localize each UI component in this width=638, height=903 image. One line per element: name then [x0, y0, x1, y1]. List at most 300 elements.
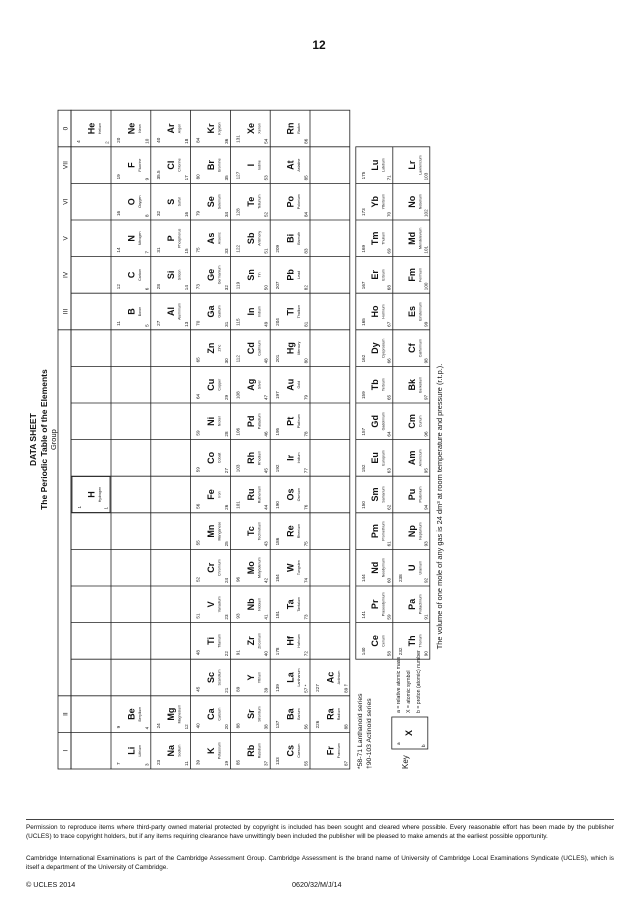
atomic-number: 69 — [386, 248, 392, 254]
element-cell — [196, 559, 229, 583]
atomic-symbol: In — [245, 307, 256, 316]
atomic-symbol: Cs — [285, 744, 296, 757]
element-cell — [361, 232, 392, 254]
atomic-symbol: Kr — [206, 123, 216, 134]
atomic-symbol: Mg — [166, 707, 177, 721]
element-name: Niobium — [257, 597, 262, 611]
atomic-mass: 19 — [116, 174, 121, 180]
atomic-number: 40 — [263, 651, 269, 657]
element-name: Actinium — [336, 670, 341, 685]
atomic-number: 38 — [263, 724, 269, 730]
atomic-mass: 40 — [155, 137, 161, 143]
element-cell — [407, 268, 429, 290]
element-name: Gallium — [217, 305, 222, 318]
element-cell — [361, 378, 392, 400]
element-name: Hafnium — [297, 634, 302, 648]
element-cell — [196, 122, 229, 143]
key-x: X — [403, 729, 414, 737]
element-name: Americium — [418, 449, 423, 467]
element-name: Zirconium — [257, 633, 262, 649]
atomic-mass: 192 — [275, 464, 281, 473]
atomic-mass: 181 — [275, 610, 281, 619]
atomic-number: 54 — [263, 138, 269, 144]
group-label: VI — [62, 198, 70, 205]
element-cell — [156, 744, 189, 766]
element-name: Iron — [217, 491, 222, 498]
atomic-symbol: Nd — [369, 561, 380, 574]
element-name: Aluminium — [177, 303, 182, 320]
atomic-mass: 157 — [360, 427, 366, 436]
element-name: Astatine — [297, 158, 302, 172]
atomic-number: 98 — [423, 358, 429, 364]
atomic-mass: 197 — [275, 391, 281, 399]
element-cell — [116, 269, 149, 290]
element-name: Rubidium — [257, 743, 262, 759]
element-cell — [361, 158, 392, 180]
atomic-number: 74 — [303, 577, 309, 583]
atomic-mass: 128 — [235, 208, 241, 216]
element-cell — [76, 123, 110, 144]
atomic-symbol: Es — [406, 305, 417, 318]
atomic-mass: 226 — [315, 720, 320, 729]
atomic-mass: 11 — [116, 321, 121, 326]
atomic-number: 50 — [263, 285, 269, 291]
key-label: Key — [400, 755, 410, 769]
element-cell — [116, 159, 149, 181]
element-cell — [286, 123, 309, 144]
atomic-mass: 119 — [235, 281, 241, 290]
atomic-mass: 204 — [275, 318, 281, 326]
element-cell — [407, 302, 429, 327]
atomic-number: 41 — [263, 614, 269, 620]
atomic-symbol: Pb — [285, 269, 296, 281]
atomic-number: 61 — [386, 541, 392, 547]
atomic-symbol: Ar — [166, 123, 177, 134]
element-name: Krypton — [217, 122, 222, 135]
element-cell — [407, 339, 429, 363]
atomic-number: 62 — [386, 504, 392, 510]
element-name: Mercury — [297, 341, 302, 355]
atomic-number: 64 — [386, 431, 392, 437]
atomic-symbol: Si — [166, 270, 177, 280]
element-cell — [361, 450, 392, 473]
element-cell — [315, 707, 348, 729]
atomic-number: 70 — [386, 211, 392, 217]
element-cell — [116, 196, 149, 217]
atomic-mass: 112 — [235, 355, 241, 363]
element-cell — [235, 557, 268, 583]
atomic-mass: 51 — [195, 613, 201, 619]
atomic-number: 100 — [423, 282, 429, 291]
element-name: Cadmium — [257, 340, 262, 356]
atomic-mass: 96 — [235, 576, 241, 582]
element-cell — [196, 266, 229, 291]
atomic-symbol: Lu — [369, 159, 380, 171]
atomic-mass: 190 — [275, 501, 281, 509]
atomic-number: 37 — [263, 760, 269, 766]
atomic-symbol: Au — [285, 378, 296, 391]
atomic-number: 94 — [423, 504, 429, 510]
atomic-number: 101 — [423, 245, 429, 254]
atomic-mass: 45 — [195, 686, 201, 692]
element-cell — [196, 489, 229, 510]
atomic-symbol: Be — [126, 708, 137, 720]
atomic-number: 42 — [263, 577, 269, 583]
atomic-mass: 141 — [360, 610, 366, 619]
element-name: Germanium — [217, 265, 222, 285]
element-cell — [196, 305, 229, 327]
atomic-number: 24 — [223, 577, 229, 583]
atomic-symbol: Mo — [245, 561, 256, 575]
element-name: Uranium — [418, 560, 423, 575]
atomic-symbol: Fm — [406, 268, 417, 282]
atomic-symbol: Na — [166, 744, 177, 757]
atomic-symbol: At — [285, 160, 296, 170]
element-cell — [361, 592, 392, 619]
element-name: Neptunium — [418, 522, 423, 540]
sheet-subtitle: The Periodic Table of the Elements — [39, 369, 49, 510]
atomic-symbol: Cu — [206, 378, 216, 391]
atomic-mass: 93 — [235, 613, 241, 619]
element-name: Molybdenum — [257, 557, 262, 578]
atomic-number: 5 — [144, 324, 150, 327]
element-cell — [407, 594, 429, 619]
atomic-number: 22 — [223, 651, 229, 657]
atomic-number: 8 — [144, 214, 150, 217]
element-cell — [398, 561, 429, 583]
atomic-symbol: Cf — [406, 343, 417, 353]
element-cell — [235, 231, 268, 254]
element-name: Chlorine — [177, 158, 182, 172]
element-name: Mendelevium — [418, 227, 423, 249]
group-heading: Group — [49, 429, 58, 451]
element-name: Polonium — [297, 194, 302, 210]
element-cell — [370, 521, 392, 546]
gas-note: The volume of one mole of any gas is 24 dm³ at room temperature and pressure (r.t.p.). — [434, 363, 444, 650]
element-cell — [196, 416, 229, 436]
atomic-number: 72 — [303, 651, 309, 657]
element-cell — [156, 229, 189, 254]
element-name: Strontium — [257, 706, 262, 722]
atomic-number: 16 — [184, 211, 190, 217]
element-name: Argon — [177, 123, 182, 134]
atomic-mass: 167 — [360, 281, 366, 290]
element-name: Zinc — [217, 344, 222, 352]
actinoid-note: †90-103 Actinoid series — [365, 698, 373, 769]
element-name: Tungsten — [297, 560, 302, 576]
atomic-mass: 115 — [235, 318, 241, 326]
atomic-mass: 35.5 — [155, 170, 161, 180]
atomic-symbol: As — [206, 232, 216, 245]
element-cell — [361, 558, 392, 583]
element-name: Bismuth — [297, 231, 302, 245]
element-cell — [361, 269, 392, 290]
element-name: Iridium — [297, 452, 302, 464]
element-cell — [407, 449, 429, 473]
atomic-symbol: V — [206, 601, 216, 608]
element-cell — [275, 453, 308, 474]
element-name: Thulium — [381, 231, 386, 245]
element-name: Phosphorus — [177, 228, 182, 248]
element-cell — [286, 194, 309, 217]
element-cell — [116, 707, 149, 730]
atomic-mass: 79 — [195, 210, 201, 216]
atomic-number: 86 — [303, 138, 309, 144]
atomic-mass: 24 — [155, 723, 161, 729]
element-name: Gold — [297, 380, 302, 389]
element-cell — [196, 670, 229, 693]
footer-rule — [26, 819, 614, 820]
element-cell — [275, 488, 308, 510]
atomic-symbol: Nb — [245, 598, 256, 611]
element-cell — [235, 306, 268, 327]
atomic-number: 58 — [386, 651, 392, 657]
element-cell — [246, 522, 269, 546]
element-cell — [156, 270, 189, 291]
element-cell — [407, 228, 429, 254]
element-cell — [398, 634, 429, 656]
element-cell — [235, 743, 268, 766]
atomic-number: 71 — [386, 175, 392, 181]
atomic-mass: 178 — [275, 647, 281, 656]
element-cell — [275, 707, 308, 729]
element-cell — [275, 597, 308, 620]
atomic-number: 17 — [184, 175, 190, 181]
element-cell — [196, 158, 229, 180]
atomic-mass: 131 — [235, 135, 241, 143]
atomic-symbol: Sr — [245, 709, 256, 719]
element-cell — [361, 486, 392, 509]
atomic-symbol: H — [86, 491, 97, 498]
element-cell — [275, 744, 308, 766]
atomic-mass: 159 — [360, 391, 366, 399]
atomic-number: 31 — [223, 321, 229, 327]
atomic-mass: 20 — [116, 137, 121, 143]
element-cell — [196, 596, 229, 619]
atomic-number: 47 — [263, 394, 269, 400]
element-cell — [407, 155, 429, 180]
atomic-mass: 4 — [76, 140, 81, 143]
atomic-number: 34 — [223, 211, 229, 217]
atomic-mass: 232 — [397, 647, 403, 656]
atomic-symbol: Rb — [245, 744, 256, 757]
atomic-mass: 101 — [235, 501, 241, 509]
element-name: Caesium — [297, 743, 302, 758]
element-name: Nitrogen — [137, 231, 142, 246]
atomic-number: 11 — [184, 761, 190, 766]
atomic-number: 15 — [184, 248, 190, 254]
atomic-symbol: Pd — [245, 415, 256, 428]
atomic-mass: 59 — [195, 467, 201, 473]
atomic-symbol: N — [126, 235, 137, 242]
atomic-mass: 27 — [155, 320, 161, 326]
atomic-number: 73 — [303, 614, 309, 620]
atomic-symbol: Pt — [285, 416, 296, 426]
atomic-number: 12 — [184, 724, 190, 730]
element-name: Thallium — [297, 304, 302, 319]
element-cell — [235, 633, 268, 656]
atomic-mass: 184 — [275, 574, 281, 582]
paper-code: 0620/32/M/J/14 — [292, 880, 342, 889]
atomic-mass: 91 — [235, 650, 241, 656]
element-cell — [196, 194, 229, 217]
atomic-mass: 31 — [155, 247, 161, 253]
element-name: Lithium — [137, 744, 142, 757]
atomic-symbol: Sc — [206, 671, 216, 684]
atomic-mass: 23 — [155, 759, 161, 765]
element-cell — [116, 232, 149, 254]
atomic-symbol: Zn — [206, 342, 216, 354]
group-header-row — [58, 110, 71, 769]
element-cell — [407, 194, 429, 217]
element-cell — [196, 742, 229, 766]
atomic-number: 6 — [144, 287, 150, 291]
element-name: Praseodymium — [381, 592, 386, 617]
element-name: Oxygen — [137, 195, 142, 208]
element-name: Fluorine — [137, 158, 142, 172]
atomic-symbol: Hg — [285, 342, 296, 355]
element-cell — [361, 304, 392, 326]
atomic-symbol: Fr — [325, 746, 336, 756]
atomic-symbol: Ra — [325, 708, 336, 720]
cambridge-text: Cambridge International Examinations is part of the Cambridge Assessment Group. Cambridge Assessment is the brand name of University of Cambridge Local Examinations Syndicate (UCLES), which is itself a department of the University of Cambridge. — [26, 855, 614, 871]
atomic-symbol: Am — [406, 450, 417, 466]
atomic-mass: 64 — [195, 393, 201, 399]
group-label: I — [62, 749, 70, 752]
element-cell — [275, 414, 308, 436]
element-name: Nickel — [217, 416, 222, 427]
group-label: VII — [62, 161, 70, 170]
atomic-mass: 106 — [235, 427, 241, 436]
atomic-symbol: La — [285, 672, 296, 683]
atomic-symbol: Lr — [406, 160, 417, 170]
element-name: Antimony — [257, 230, 262, 246]
atomic-number: 2 — [104, 141, 110, 144]
atomic-symbol: Ta — [285, 599, 296, 610]
element-name: Indium — [257, 306, 262, 317]
atomic-symbol: Co — [206, 451, 216, 464]
atomic-mass: 59 — [195, 430, 201, 436]
element-name: Boron — [137, 306, 142, 317]
element-name: Potassium — [217, 742, 222, 760]
atomic-number: 65 — [386, 394, 392, 400]
element-name: Copper — [217, 378, 222, 391]
atomic-number: 84 — [303, 211, 309, 217]
atomic-symbol: Li — [126, 746, 137, 755]
element-name: Carbon — [137, 269, 142, 281]
atomic-number: 25 — [223, 541, 229, 547]
atomic-number: 7 — [144, 251, 150, 254]
atomic-symbol: Sn — [245, 269, 256, 281]
atomic-number: 13 — [184, 321, 190, 327]
atomic-number: 19 — [223, 760, 229, 766]
atomic-mass: 70 — [195, 320, 201, 326]
atomic-symbol: Pu — [406, 488, 417, 501]
atomic-number: 57 * — [303, 684, 309, 693]
element-cell — [196, 634, 229, 656]
key-b: b — [420, 744, 426, 747]
element-name: Radium — [336, 707, 341, 721]
atomic-number: 33 — [223, 248, 229, 254]
atomic-symbol: Ni — [206, 416, 216, 426]
element-name: Ruthenium — [257, 485, 262, 504]
element-name: Ytterbium — [381, 194, 386, 210]
atomic-symbol: Ti — [206, 636, 216, 645]
atomic-number: 93 — [423, 541, 429, 547]
element-name: Californium — [418, 339, 423, 358]
atomic-mass: 139 — [275, 684, 281, 692]
atomic-symbol: Eu — [369, 452, 380, 464]
atomic-symbol: Np — [406, 525, 417, 538]
element-cell — [235, 340, 268, 363]
key-line-2: X = atomic symbol — [405, 670, 412, 713]
atomic-symbol: Tb — [369, 379, 380, 391]
atomic-number: 18 — [184, 138, 190, 144]
element-cell — [235, 598, 268, 620]
atomic-mass: 169 — [360, 244, 366, 253]
atomic-symbol: Cl — [166, 160, 177, 170]
atomic-number: 82 — [303, 285, 309, 291]
atomic-symbol: Ge — [206, 268, 216, 281]
element-cell — [156, 303, 189, 327]
element-name: Helium — [98, 122, 102, 135]
atomic-number: 23 — [223, 614, 229, 620]
element-name: Sulfur — [177, 197, 182, 207]
atomic-symbol: K — [206, 747, 216, 754]
element-name: Thorium — [418, 634, 423, 648]
atomic-mass: 75 — [195, 247, 201, 253]
element-name: Magnesium — [177, 704, 182, 724]
atomic-mass: 85 — [235, 759, 241, 765]
atomic-mass: 144 — [360, 574, 366, 582]
element-cell — [361, 635, 392, 656]
atomic-symbol: Ac — [325, 671, 336, 684]
element-name: Yttrium — [257, 671, 262, 684]
atomic-mass: 9 — [116, 725, 121, 729]
atomic-symbol: Pm — [369, 524, 380, 539]
atomic-number: 89 † — [343, 683, 349, 693]
atomic-mass: 165 — [360, 318, 366, 326]
atomic-number: 48 — [263, 358, 269, 364]
atomic-number: 92 — [423, 577, 429, 583]
element-name: Selenium — [217, 194, 222, 210]
atomic-number: 60 — [386, 577, 392, 583]
atomic-number: 77 — [303, 468, 309, 474]
atomic-symbol: B — [126, 308, 137, 315]
atomic-mass: 150 — [360, 501, 366, 509]
atomic-symbol: O — [126, 198, 137, 206]
element-cell — [325, 743, 348, 766]
atomic-mass: 14 — [116, 247, 121, 253]
atomic-mass: 40 — [195, 723, 201, 729]
element-name: Xenon — [257, 123, 262, 134]
atomic-number: 49 — [263, 321, 269, 327]
element-cell — [275, 341, 308, 363]
permission-text: Permission to reproduce items where third-party owned material protected by copyright is included has been sought and cleared where possible. Every reasonable effort has been made by the publisher (UCLES) to trace copyright holders, but if any items requiring clearance have unwittingly been included the publisher will be pleased to make amends at the earliest possible opportunity. — [26, 824, 614, 840]
element-name: Chromium — [217, 559, 222, 576]
atomic-mass: 65 — [195, 357, 201, 363]
atomic-mass: 209 — [275, 244, 281, 253]
atomic-mass: 227 — [315, 684, 320, 692]
element-cell — [275, 634, 308, 656]
copyright: © UCLES 2014 — [26, 880, 76, 889]
element-name: Silicon — [177, 269, 182, 281]
atomic-number: 66 — [386, 358, 392, 364]
atomic-number: 91 — [423, 614, 429, 620]
atomic-number: 9 — [144, 177, 150, 181]
element-cell — [156, 158, 189, 180]
element-name: Dysprosium — [381, 338, 386, 358]
